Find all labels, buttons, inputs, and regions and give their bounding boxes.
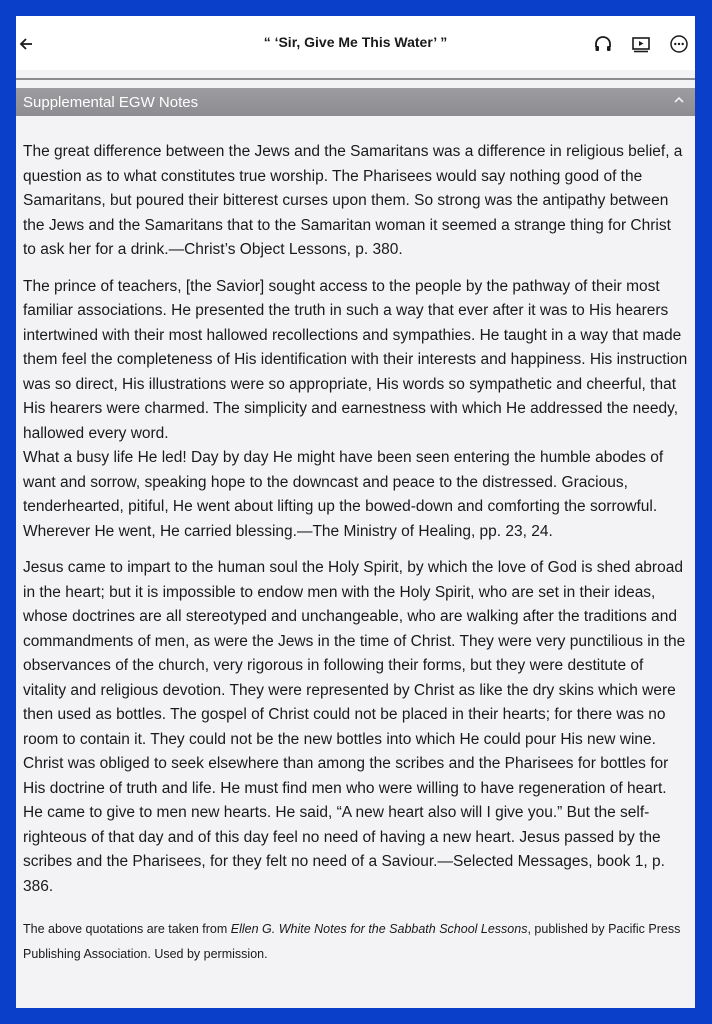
header-actions <box>589 32 693 56</box>
play-video-icon[interactable] <box>627 32 655 56</box>
top-bar <box>16 16 695 70</box>
headphones-icon[interactable] <box>589 32 617 56</box>
source-footnote <box>23 917 688 967</box>
page-title: “ ‘Sir, Give Me This Water’ ” <box>263 34 448 50</box>
footnote-suffix: , published by Pacific Press Publishing Association. Used by permission. <box>23 922 681 961</box>
paragraph-1: The great difference between the Jews and the Samaritans was a difference in religious belief, a question as to what constitutes true worship. The Pharisees would say nothing good of the Samaritans, but poured their bitterest curses upon them. So strong was the antipathy between the Jews and the Samaritans that to the Samaritan woman it seemed a strange thing for Christ to ask her for a drink.—Christ’s Object Lessons, p. 380. <box>23 143 683 258</box>
app-frame <box>16 16 695 1008</box>
section-header[interactable] <box>16 88 695 116</box>
chevron-up-icon[interactable] <box>673 94 685 109</box>
paragraph-4: Jesus came to impart to the human soul the Holy Spirit, by which the love of God is shed abroad in the heart; but it is impossible to endow men with the Holy Spirit, who are set in their ideas, whose doctrines are all stereotyped and unchangeable, who are walking after the traditions and commandments of men, as were the Jews in the time of Christ. They were very punctilious in the observances of the church, very rigorous in following their forms, but they were destitute of vitality and religious devotion. They were represented by Christ as like the dry skins which were then used as bottles. The gospel of Christ could not be placed in their hearts; for there was no room to contain it. They could not be the new bottles into which He could pour His new wine. Christ was obliged to seek elsewhere than among the scribes and the Pharisees for bottles for His doctrine of truth and life. He must find men who were willing to have regeneration of heart. He came to give to men new hearts. He said, “A new heart also will I give you.” But the self-righteous of that day and of this day feel no need of having a new heart. Jesus passed by the scribes and the Pharisees, for they felt no need of a Saviour.—Selected Messages, book 1, p. 386. <box>23 559 686 895</box>
section-title: Supplemental EGW Notes <box>23 93 199 111</box>
footnote-book-title: Ellen G. White Notes for the Sabbath School Lessons <box>230 922 528 936</box>
more-options-icon[interactable] <box>665 32 693 56</box>
footnote-prefix: The above quotations are taken from <box>23 922 231 936</box>
paragraph-2: The prince of teachers, [the Savior] sought access to the people by the pathway of their most familiar associations. He presented the truth in such a way that ever after it was to His hearers intertwined with their most hallowed recollections and sympathies. He taught in a way that made them feel the completeness of His identification with their interests and happiness. His instruction was so direct, His illustrations were so appropriate, His words so sympathetic and cheerful, that His hearers were charmed. The simplicity and earnestness with which He addressed the needy, hallowed every word. <box>23 277 688 442</box>
header-divider <box>16 78 695 80</box>
paragraph-3: What a busy life He led! Day by day He might have been seen entering the humble abodes of want and sorrow, speaking hope to the downcast and peace to the distressed. Gracious, tenderhearted, pitiful, He went about lifting up the bowed-down and comforting the sorrowful. Wherever He went, He carried blessing.—The Ministry of Healing, pp. 23, 24. <box>23 449 664 540</box>
notes-content <box>23 140 688 979</box>
